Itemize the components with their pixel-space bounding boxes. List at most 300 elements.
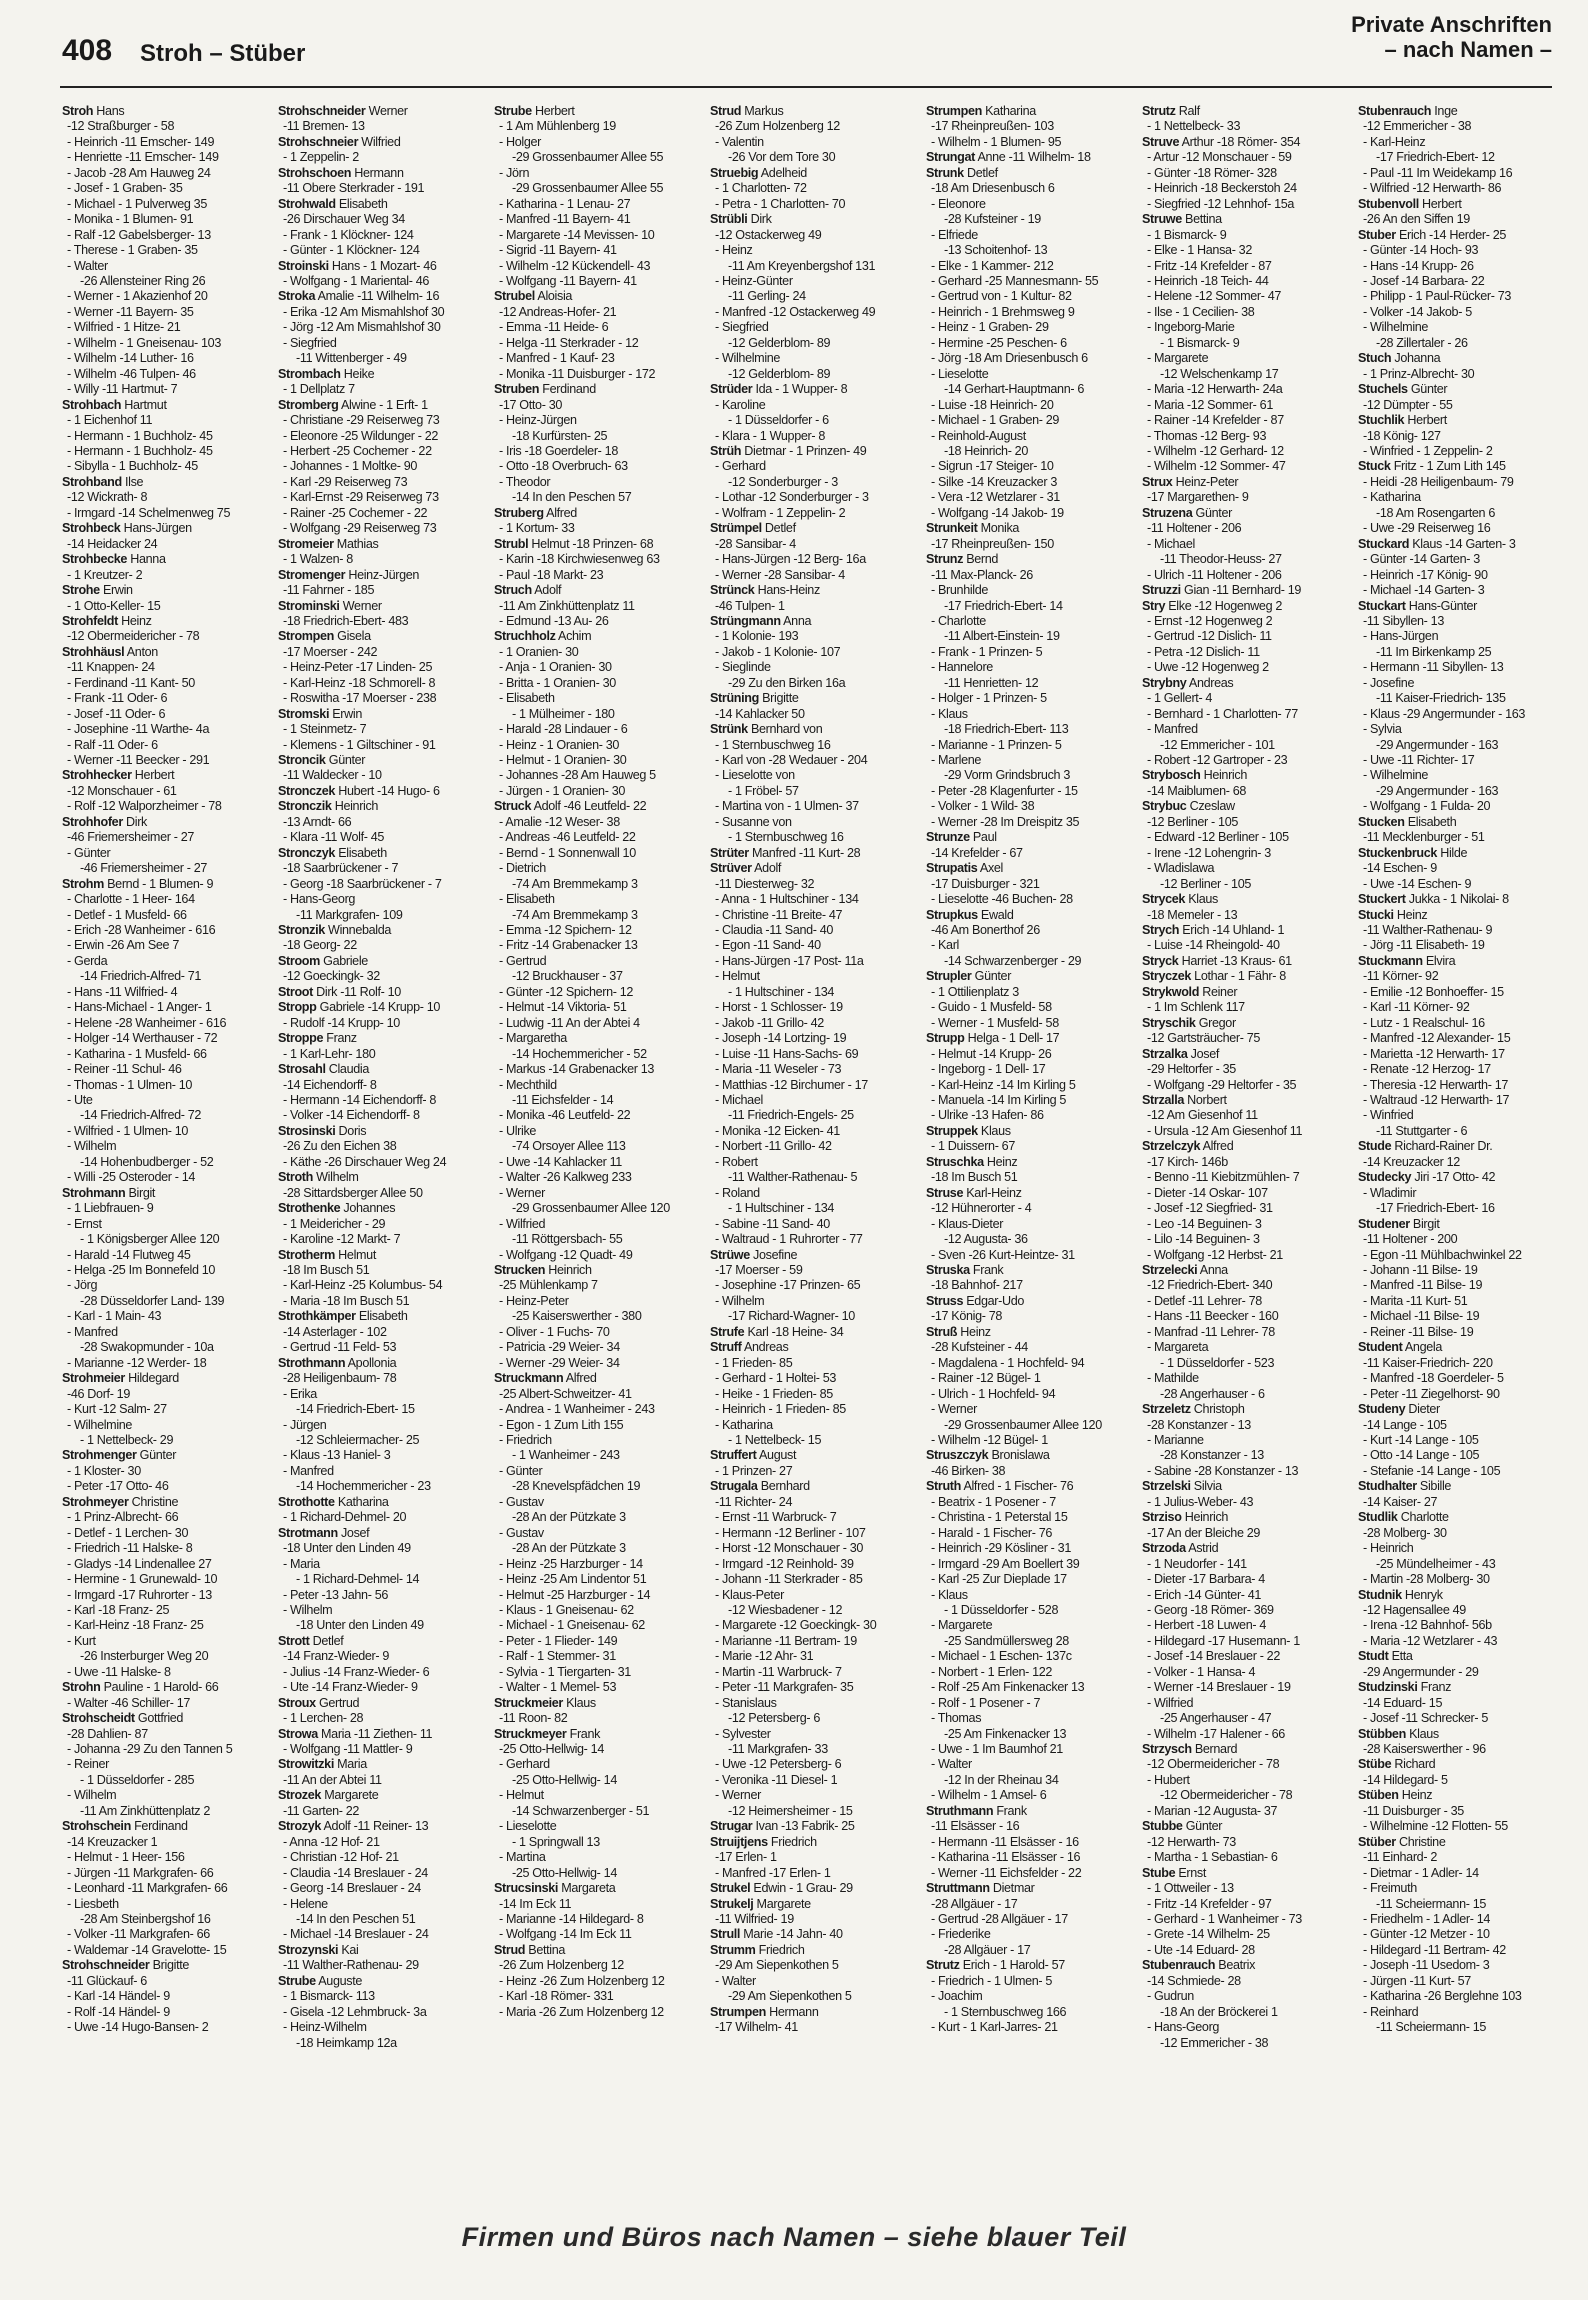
listing-entry: - Wilfried <box>1147 1695 1194 1710</box>
surname-entry <box>1358 197 1570 212</box>
surname: Strykwold <box>1142 984 1200 999</box>
listing-entry: - Katharina - 1 Musfeld- 66 <box>67 1046 207 1061</box>
address-continuation: -12 Wiesbadener - 12 <box>728 1602 843 1617</box>
entry-detail: Manfred -11 Kurt- 28 <box>748 845 861 860</box>
listing-entry: - Sylvester <box>715 1726 771 1741</box>
address-continuation: -25 Sandmüllersweg 28 <box>944 1633 1069 1648</box>
surname-entry <box>926 1263 1138 1278</box>
listing-entry: - Katharina -26 Berglehne 103 <box>1363 1989 1522 2004</box>
listing-entry: - Margarete <box>1147 351 1209 366</box>
listing-entry: - Reiner -11 Schul- 46 <box>67 1062 182 1077</box>
listing-entry: - Werner -11 Beecker - 291 <box>67 753 210 768</box>
listing-entry: - Amalie -12 Weser- 38 <box>499 814 620 829</box>
listing-entry: - Helmut -14 Krupp- 26 <box>931 1046 1052 1061</box>
address-continuation: -14 Hochemmericher - 52 <box>512 1046 647 1061</box>
listing-entry: - Karl - 1 Main- 43 <box>67 1309 162 1324</box>
directory-column-7 <box>1358 104 1570 2208</box>
surname-entry <box>1142 583 1354 598</box>
page-header <box>0 0 1588 88</box>
address-continuation: - 1 Richard-Dehmel- 14 <box>296 1572 420 1587</box>
surname: Studlik <box>1358 1510 1398 1525</box>
listing-entry: - Wolfgang -12 Quadt- 49 <box>499 1247 633 1262</box>
address-continuation: -18 Unter den Linden 49 <box>296 1618 424 1633</box>
address-continuation: -29 Zu den Birken 16a <box>728 675 846 690</box>
listing-entry: -18 König- 127 <box>1363 428 1441 443</box>
surname: Stronczik <box>278 799 332 814</box>
listing-entry: - Dieter -14 Oskar- 107 <box>1147 1185 1268 1200</box>
listing-entry: - Britta - 1 Oranien- 30 <box>499 675 616 690</box>
surname-entry <box>926 1479 1138 1494</box>
footer-note <box>0 2222 1588 2253</box>
surname: Struschka <box>926 1154 984 1169</box>
surname: Strohschneider <box>278 104 366 118</box>
address-continuation: -14 Friedrich-Alfred- 72 <box>80 1108 202 1123</box>
listing-entry: - 1 Sternbuschweg 16 <box>715 737 831 752</box>
entry-detail: Klaus <box>1185 892 1218 907</box>
listing-entry: - Andrea - 1 Wanheimer - 243 <box>499 1402 655 1417</box>
listing-entry: - Manfred -11 Bayern- 41 <box>499 212 631 227</box>
listing-entry: - Helga -11 Sterkrader - 12 <box>499 335 639 350</box>
entry-detail: Doris <box>335 1123 367 1138</box>
entry-detail: Klaus -14 Garten- 3 <box>1409 536 1516 551</box>
surname-entry <box>278 1634 490 1649</box>
surname-entry <box>494 1371 706 1386</box>
listing-entry: - Roland <box>715 1185 760 1200</box>
listing-entry: - Hermann -11 Elsässer - 16 <box>931 1834 1079 1849</box>
surname: Strüter <box>710 845 749 860</box>
listing-entry: - Martha - 1 Sebastian- 6 <box>1147 1850 1278 1865</box>
address-continuation: -46 Friemersheimer - 27 <box>80 861 208 876</box>
address-continuation: -25 Otto-Hellwig- 14 <box>512 1865 617 1880</box>
listing-entry: - Heinz-Peter <box>499 1293 569 1308</box>
surname-entry <box>278 1170 490 1185</box>
listing-entry: - Hermann -14 Eichendorff- 8 <box>283 1093 437 1107</box>
listing-entry: - Petra -12 Dislich- 11 <box>1147 644 1260 659</box>
entry-detail: Markus <box>741 104 784 118</box>
listing-entry: - Josephine -11 Warthe- 4a <box>67 722 210 737</box>
entry-detail: Erich -14 Uhland- 1 <box>1179 923 1285 938</box>
surname: Strzeletz <box>1142 1402 1191 1417</box>
listing-entry: - Paul -18 Markt- 23 <box>499 567 604 582</box>
surname: Struijtjens <box>710 1834 768 1849</box>
entry-detail: Heinz <box>117 613 152 628</box>
listing-entry: -46 Tulpen- 1 <box>715 598 785 613</box>
surname-entry <box>1142 1479 1354 1494</box>
entry-detail: Gabriele -14 Krupp- 10 <box>316 1000 441 1015</box>
entry-detail: Elisabeth <box>1404 814 1457 829</box>
entry-detail: Bettina <box>1181 212 1222 227</box>
listing-entry: -12 Am Giesenhof 11 <box>1147 1108 1258 1123</box>
address-continuation: -74 Am Bremmekamp 3 <box>512 907 638 922</box>
listing-entry: - Jürgen - 1 Oranien- 30 <box>499 783 625 798</box>
surname: Struzzi <box>1142 583 1181 598</box>
entry-detail: Paul <box>969 830 997 845</box>
surname: Stuck <box>1358 459 1391 474</box>
listing-entry: -25 Otto-Hellwig- 14 <box>499 1742 604 1757</box>
listing-entry: - Egon -11 Mühlbachwinkel 22 <box>1363 1247 1522 1262</box>
listing-entry: - Sabine -11 Sand- 40 <box>715 1216 830 1231</box>
entry-detail: Kai <box>338 1942 359 1957</box>
surname-entry <box>710 583 922 598</box>
surname: Strull <box>710 1927 741 1942</box>
address-continuation: -17 Friedrich-Ebert- 14 <box>944 598 1063 613</box>
listing-entry: - Detlef - 1 Lerchen- 30 <box>67 1525 189 1540</box>
surname: Strohfeldt <box>62 613 118 628</box>
surname-entry <box>1142 506 1354 521</box>
entry-detail: Bernd - 1 Blumen- 9 <box>103 876 214 891</box>
address-continuation: -29 Angermunder - 163 <box>1376 783 1499 798</box>
address-continuation: -14 In den Peschen 57 <box>512 490 632 505</box>
entry-detail: Adolf <box>751 861 782 876</box>
surname-entry <box>278 197 490 212</box>
listing-entry: - Sabine -28 Konstanzer - 13 <box>1147 1463 1299 1478</box>
listing-entry: - 1 Neudorfer - 141 <box>1147 1556 1247 1571</box>
listing-entry: - Peter -11 Ziegelhorst- 90 <box>1363 1386 1500 1401</box>
entry-detail: Aloisia <box>534 289 573 304</box>
surname: Strzelecki <box>1142 1262 1198 1277</box>
listing-entry: -12 Wickrath- 8 <box>67 490 148 505</box>
address-continuation: -74 Am Bremmekamp 3 <box>512 876 638 891</box>
surname-entry <box>278 1309 490 1324</box>
listing-entry: - Leo -14 Beguinen- 3 <box>1147 1216 1262 1231</box>
listing-entry: - Jürgen <box>283 1417 327 1432</box>
listing-entry: -28 Kufsteiner - 44 <box>931 1340 1028 1355</box>
surname: Stryck <box>1142 953 1179 968</box>
listing-entry: -17 Otto- 30 <box>499 397 562 412</box>
listing-entry: - 1 Kreutzer- 2 <box>67 567 143 582</box>
address-continuation: -29 Grossenbaumer Allee 55 <box>512 181 664 196</box>
surname-entry <box>710 1448 922 1463</box>
listing-entry: - Guido - 1 Musfeld- 58 <box>931 1000 1052 1015</box>
listing-entry: - Hans -14 Krupp- 26 <box>1363 258 1474 273</box>
listing-entry: - Oliver - 1 Fuchs- 70 <box>499 1324 610 1339</box>
listing-entry: - Martin -11 Warbruck- 7 <box>715 1664 842 1679</box>
listing-entry: - Robert -12 Gartroper - 23 <box>1147 753 1288 768</box>
listing-entry: - Gertrud -12 Dislich- 11 <box>1147 629 1272 644</box>
entry-detail: Heike <box>340 366 375 381</box>
surname: Strzoda <box>1142 1541 1186 1556</box>
listing-entry: - Hans-Georg <box>1147 2020 1220 2035</box>
surname: Stude <box>1358 1139 1392 1154</box>
surname: Studener <box>1358 1216 1410 1231</box>
listing-entry: - Hermann -11 Sibyllen- 13 <box>1363 660 1504 675</box>
listing-entry: -18 Georg- 22 <box>283 938 357 953</box>
surname: Strothotte <box>278 1494 335 1509</box>
listing-entry: - Kurt <box>67 1633 96 1648</box>
entry-detail: Detlef <box>963 165 998 180</box>
listing-entry: - Reiner <box>67 1757 109 1772</box>
listing-entry: - Elfriede <box>931 227 978 242</box>
listing-entry: - Karl-Heinz <box>1363 134 1426 149</box>
listing-entry: -11 Mecklenburger - 51 <box>1363 830 1485 845</box>
listing-entry: -29 Am Siepenkothen 5 <box>715 1958 839 1973</box>
listing-entry: - Lieselotte <box>931 366 989 381</box>
listing-entry: - Peter -28 Klagenfurter - 15 <box>931 783 1078 798</box>
address-continuation: - 1 Sternbuschweg 166 <box>944 2004 1067 2019</box>
listing-entry: - Hermann - 1 Buchholz- 45 <box>67 443 213 458</box>
entry-detail: Inge <box>1431 104 1458 118</box>
listing-entry: - Wilhelm -14 Luther- 16 <box>67 351 194 366</box>
listing-entry: - Gudrun <box>1147 1989 1194 2004</box>
surname: Strüning <box>710 691 759 706</box>
listing-entry: - Johannes -28 Am Hauweg 5 <box>499 768 656 783</box>
listing-entry: - Walter -46 Schiller- 17 <box>67 1695 191 1710</box>
surname: Strozek <box>278 1788 322 1803</box>
listing-entry: -46 Am Bonerthof 26 <box>931 923 1040 938</box>
entry-detail: Dietmar - 1 Prinzen- 49 <box>741 443 867 458</box>
surname: Struth <box>926 1479 961 1494</box>
listing-entry: - Johannes - 1 Moltke- 90 <box>283 459 418 474</box>
entry-detail: Achim <box>555 629 592 644</box>
entry-detail: Friedrich <box>755 1942 805 1957</box>
listing-entry: - 1 Zeppelin- 2 <box>283 150 359 165</box>
surname-entry <box>62 475 274 490</box>
listing-entry: - Josef -14 Barbara- 22 <box>1363 273 1485 288</box>
listing-entry: - Manfred -11 Bilse- 19 <box>1363 1278 1483 1293</box>
section-title-line2: – nach Namen – <box>1384 37 1552 62</box>
listing-entry: - Werner -29 Weier- 34 <box>499 1355 620 1370</box>
listing-entry: - 1 Meidericher - 29 <box>283 1216 386 1231</box>
listing-entry: - Therese - 1 Graben- 35 <box>67 243 198 258</box>
listing-entry: - Hildegard -11 Bertram- 42 <box>1363 1942 1506 1957</box>
surname: Strumm <box>710 1942 756 1957</box>
address-continuation: -11 Kaiser-Friedrich- 135 <box>1376 691 1506 706</box>
entry-detail: Wilfried <box>358 134 401 149</box>
listing-entry: - Peter -17 Otto- 46 <box>67 1479 169 1494</box>
listing-entry: - Helmut -25 Harzburger - 14 <box>499 1587 651 1602</box>
surname-entry <box>1358 1479 1570 1494</box>
surname: Stubenrauch <box>1142 1958 1216 1973</box>
address-continuation: -12 Emmericher - 101 <box>1160 737 1275 752</box>
listing-entry: -14 Kreuzacker 12 <box>1363 1154 1460 1169</box>
listing-entry: - Ute -14 Franz-Wieder- 9 <box>283 1680 418 1695</box>
listing-entry: - Anna - 1 Hultschiner - 134 <box>715 892 859 907</box>
surname-entry <box>278 1943 490 1958</box>
surname-entry <box>1358 1170 1570 1185</box>
surname-entry <box>1358 413 1570 428</box>
listing-entry: - Ulrike <box>499 1123 537 1138</box>
address-continuation: -28 Knevelspfädchen 19 <box>512 1479 641 1494</box>
listing-entry: - Hans -11 Beecker - 160 <box>1147 1309 1279 1324</box>
listing-entry: - Gertrud -28 Allgäuer - 17 <box>931 1912 1068 1927</box>
address-continuation: -11 Eichsfelder - 14 <box>512 1093 614 1107</box>
surname-entry <box>278 568 490 583</box>
listing-entry: - Margaretha <box>499 1031 567 1046</box>
listing-entry: - Thomas <box>931 1711 982 1726</box>
listing-entry: - 1 Charlotten- 72 <box>715 181 807 196</box>
listing-entry: - Michael -11 Bilse- 19 <box>1363 1309 1480 1324</box>
listing-entry: - Gertrud <box>499 953 547 968</box>
listing-entry: -14 Asterlager - 102 <box>283 1324 387 1339</box>
surname-entry <box>278 753 490 768</box>
surname: Struffert <box>710 1448 757 1463</box>
listing-entry: - Jakob - 1 Kolonie- 107 <box>715 644 841 659</box>
listing-entry: - Heinrich <box>1363 1541 1414 1556</box>
listing-entry: - Günter -12 Spichern- 12 <box>499 984 634 999</box>
entry-detail: Alwine - 1 Erft- 1 <box>338 397 428 412</box>
surname: Stuckert <box>1358 892 1406 907</box>
listing-entry: - Heinz -25 Harzburger - 14 <box>499 1556 643 1571</box>
surname-entry <box>1358 228 1570 243</box>
listing-entry: - 1 Richard-Dehmel- 20 <box>283 1510 407 1525</box>
address-continuation: -18 An der Bröckerei 1 <box>1160 2004 1278 2019</box>
surname: Stuchlik <box>1358 413 1405 428</box>
surname-entry <box>278 784 490 799</box>
listing-entry: - Werner -28 Im Dreispitz 35 <box>931 814 1080 829</box>
surname: Strosahl <box>278 1062 326 1077</box>
entry-detail: Hartmut <box>121 397 167 412</box>
entry-detail: Bernhard <box>757 1479 810 1494</box>
listing-entry: - Otto -18 Overbruch- 63 <box>499 459 628 474</box>
address-continuation: - 1 Fröbel- 57 <box>728 783 799 798</box>
entry-detail: Hanna <box>127 552 166 567</box>
surname-entry <box>62 1186 274 1201</box>
address-continuation: -11 Im Birkenkamp 25 <box>1376 644 1492 659</box>
listing-entry: - Martin -28 Molberg- 30 <box>1363 1572 1490 1587</box>
listing-entry: - Monika - 1 Blumen- 91 <box>67 212 194 227</box>
surname-entry <box>62 1819 274 1834</box>
entry-detail: Günter <box>1182 1819 1223 1834</box>
listing-entry: - Manuela -14 Im Kirling 5 <box>931 1093 1067 1107</box>
directory-column-4 <box>710 104 922 2208</box>
listing-entry: - Margareta <box>1147 1340 1209 1355</box>
listing-entry: - Grete -14 Wilhelm- 25 <box>1147 1927 1270 1942</box>
surname: Stroh <box>62 104 94 118</box>
entry-detail: Silvia <box>1190 1479 1222 1494</box>
listing-entry: -11 Am Zinkhüttenplatz 11 <box>499 598 635 613</box>
surname-entry <box>710 1340 922 1355</box>
surname-entry <box>1142 1510 1354 1525</box>
listing-entry: -11 Glückauf- 6 <box>67 1973 147 1988</box>
surname-entry <box>926 1186 1138 1201</box>
listing-entry: - Theresia -12 Herwarth- 17 <box>1363 1077 1509 1092</box>
entry-detail: Günter <box>136 1448 177 1463</box>
surname-entry <box>926 861 1138 876</box>
listing-entry: - Wladimir <box>1363 1185 1417 1200</box>
address-continuation: -18 Friedrich-Ebert- 113 <box>944 722 1069 737</box>
listing-entry: - Lothar -12 Sonderburger - 3 <box>715 490 869 505</box>
listing-entry: - Helene -28 Wanheimer - 616 <box>67 1015 227 1030</box>
entry-detail: Christine <box>1395 1834 1446 1849</box>
listing-entry: -28 Sansibar- 4 <box>715 536 796 551</box>
surname-entry <box>494 289 706 304</box>
surname-entry <box>278 289 490 304</box>
surname-entry <box>710 614 922 629</box>
surname: Stronczyk <box>278 845 336 860</box>
listing-entry: - Lilo -14 Beguinen- 3 <box>1147 1232 1260 1247</box>
listing-entry: - Matthias -12 Birchumer - 17 <box>715 1077 868 1092</box>
surname-entry <box>62 521 274 536</box>
address-continuation: -14 Gerhart-Hauptmann- 6 <box>944 382 1084 397</box>
listing-entry: - Rainer -12 Bügel- 1 <box>931 1371 1041 1386</box>
listing-entry: -28 Allgäuer - 17 <box>931 1896 1018 1911</box>
listing-entry: - Erich -14 Günter- 41 <box>1147 1587 1262 1602</box>
surname-entry <box>278 599 490 614</box>
listing-entry: - Volker -14 Eichendorff- 8 <box>283 1108 420 1123</box>
entry-detail: Winnebalda <box>324 923 392 938</box>
listing-entry: - 1 Prinz-Albrecht- 66 <box>67 1510 179 1525</box>
listing-entry: -46 Birken- 38 <box>931 1463 1006 1478</box>
listing-entry: - 1 Kolonie- 193 <box>715 629 799 644</box>
listing-entry: - Karl-Ernst -29 Reiserweg 73 <box>283 490 439 505</box>
listing-entry: -46 Dorf- 19 <box>67 1386 130 1401</box>
surname-entry <box>926 1124 1138 1139</box>
entry-detail: Elisabeth <box>335 845 387 860</box>
surname-entry <box>1142 135 1354 150</box>
listing-entry: -17 König- 78 <box>931 1309 1003 1324</box>
listing-entry: - Wilhelm -12 Sommer- 47 <box>1147 459 1286 474</box>
surname: Strohn <box>62 1680 101 1695</box>
listing-entry: - Karl-Heinz -14 Im Kirling 5 <box>931 1077 1076 1092</box>
listing-entry: - Klara - 1 Wupper- 8 <box>715 428 826 443</box>
surname: Stroncik <box>278 753 326 768</box>
listing-entry: - Manfred - 1 Kauf- 23 <box>499 351 615 366</box>
listing-entry: - Hermine -25 Peschen- 6 <box>931 335 1067 350</box>
listing-entry: - Wolfgang -14 Im Eck 11 <box>499 1927 632 1942</box>
entry-detail: Bernd <box>963 552 999 567</box>
listing-entry: - Hans-Jürgen -17 Post- 11a <box>715 953 864 968</box>
entry-detail: Heinrich <box>331 799 379 814</box>
entry-detail: Helga - 1 Dell- 17 <box>964 1031 1060 1046</box>
address-continuation: -28 Swakopmunder - 10a <box>80 1340 214 1355</box>
address-continuation: -25 Am Finkenacker 13 <box>944 1726 1067 1741</box>
listing-entry: - Friedhelm - 1 Adler- 14 <box>1363 1912 1491 1927</box>
listing-entry: - Margarete -14 Mevissen- 10 <box>499 227 655 242</box>
address-continuation: -28 Zillertaler - 26 <box>1376 335 1468 350</box>
surname: Strugala <box>710 1479 758 1494</box>
directory-columns <box>62 104 1554 2208</box>
listing-entry: - Heinz-Günter <box>715 273 793 288</box>
entry-detail: Anton <box>124 644 158 659</box>
surname: Struszczyk <box>926 1448 989 1463</box>
listing-entry: -18 Im Busch 51 <box>931 1170 1018 1185</box>
surname: Strohschneider <box>62 1958 150 1973</box>
surname-entry <box>494 1696 706 1711</box>
surname: Strozyk <box>278 1819 322 1834</box>
listing-entry: - Hans-Georg <box>283 892 356 907</box>
surname-entry <box>62 552 274 567</box>
listing-entry: - Jörg <box>67 1278 98 1293</box>
listing-entry: - Günter -12 Metzer - 10 <box>1363 1927 1490 1942</box>
surname-entry <box>1358 351 1570 366</box>
listing-entry: -14 Franz-Wieder- 9 <box>283 1649 390 1664</box>
listing-entry: - Käthe -26 Dirschauer Weg 24 <box>283 1154 447 1169</box>
surname-entry <box>1358 846 1570 861</box>
listing-entry: -12 Emmericher - 38 <box>1363 119 1472 134</box>
entry-detail: Birgit <box>125 1185 156 1200</box>
surname: Strüh <box>710 443 742 458</box>
listing-entry: -12 Straßburger - 58 <box>67 119 175 134</box>
entry-detail: Beatrix <box>1215 1958 1256 1973</box>
address-continuation: - 1 Düsseldorfer - 528 <box>944 1602 1059 1617</box>
listing-entry: -26 Dirschauer Weg 34 <box>283 212 405 227</box>
surname-entry <box>1358 1402 1570 1417</box>
listing-entry: - Karl -18 Franz- 25 <box>67 1602 170 1617</box>
entry-detail: Frank <box>566 1726 601 1741</box>
surname-entry <box>1142 892 1354 907</box>
listing-entry: -12 Goeckingk- 32 <box>283 969 380 984</box>
listing-entry: - Werner -14 Breslauer - 19 <box>1147 1680 1291 1695</box>
listing-entry: -11 Elsässer - 16 <box>931 1819 1020 1834</box>
surname: Strube <box>278 1973 316 1988</box>
surname-entry <box>494 1943 706 1958</box>
entry-detail: Erwin <box>329 706 362 721</box>
surname-entry <box>1358 382 1570 397</box>
listing-entry: - 1 Dellplatz 7 <box>283 382 355 397</box>
surname: Strubel <box>494 289 535 304</box>
listing-entry: - Luise -14 Rheingold- 40 <box>1147 938 1280 953</box>
surname: Strohschoen <box>278 165 352 180</box>
